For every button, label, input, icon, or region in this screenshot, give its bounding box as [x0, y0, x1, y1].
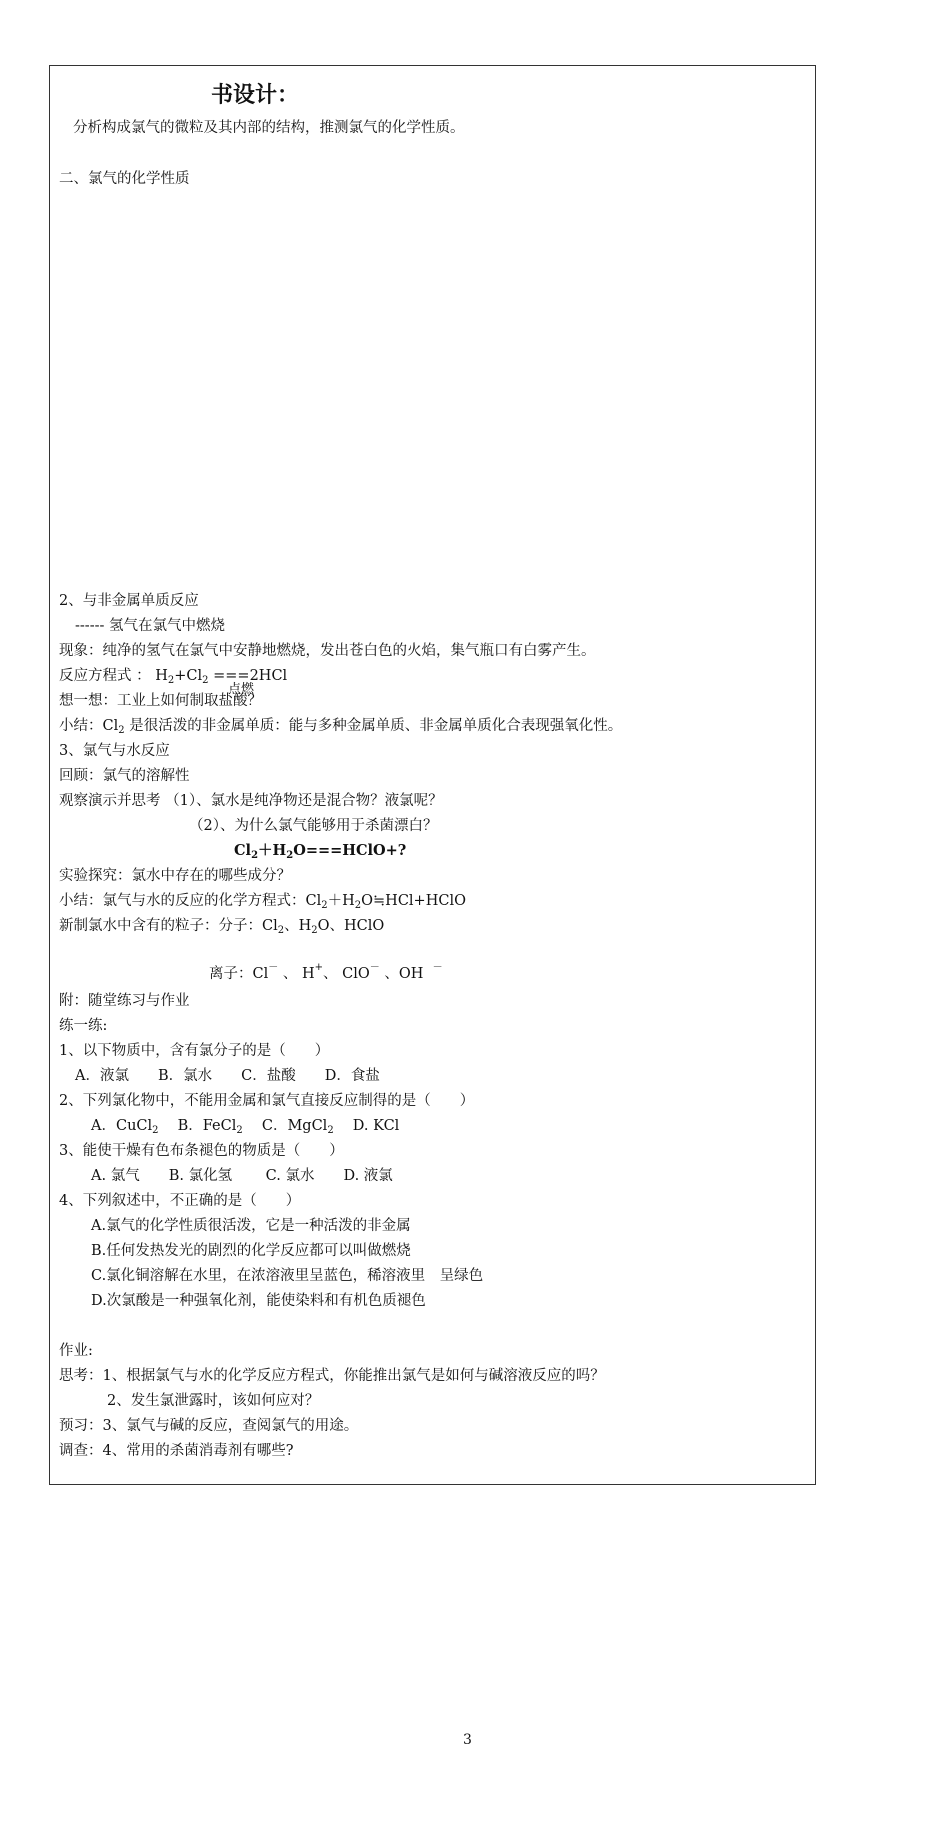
ions-text: 、 ClO — [323, 966, 370, 982]
ion-charge: － — [268, 962, 279, 973]
eq-subscript: 2 — [327, 1125, 334, 1136]
summary-text: 小结：Cl — [59, 718, 119, 734]
eq-subscript: 2 — [311, 925, 318, 936]
eq-term: Cl — [234, 842, 252, 859]
question-4-option-c: C.氯化铜溶解在水里，在浓溶液里呈蓝色，稀溶液里 呈绿色 — [91, 1268, 484, 1284]
particles-text: 、H — [284, 918, 312, 934]
eq-subscript: 2 — [277, 925, 285, 936]
s3-ions — [209, 959, 443, 983]
homework-item-4: 调查：4、常用的杀菌消毒剂有哪些? — [59, 1443, 294, 1459]
question-3-options: A. 氯气 B. 氯化氢 C. 氯水 D. 液氯 — [91, 1168, 393, 1184]
reaction-condition: 点燃 — [228, 682, 255, 697]
option-text: D. KCl — [333, 1118, 400, 1134]
eq-subscript: 2 — [251, 850, 259, 861]
eq-subscript: 2 — [354, 900, 362, 911]
particles-text: 新制氯水中含有的粒子：分子：Cl — [59, 918, 278, 934]
s3-question-2: （2）、为什么氯气能够用于杀菌漂白？ — [189, 818, 438, 834]
homework-item-3: 预习：3、氯气与碱的反应，查阅氯气的用途。 — [59, 1418, 359, 1434]
summary-text: 小结：氯气与水的反应的化学方程式：Cl — [59, 893, 322, 909]
s3-heading: 3、氯气与水反应 — [59, 743, 170, 759]
question-4-option-a: A.氯气的化学性质很活泼，它是一种活泼的非金属 — [91, 1218, 411, 1234]
s3-summary — [59, 892, 466, 915]
eq-term: H — [155, 668, 168, 684]
particles-text: O、HClO — [317, 918, 385, 934]
question-4-option-d: D.次氯酸是一种强氧化剂，能使染料和有机色质褪色 — [91, 1293, 426, 1309]
eq-subscript: 2 — [286, 850, 294, 861]
summary-text: 是很活泼的非金属单质：能与多种金属单质、非金属单质化合表现强氧化性。 — [124, 718, 623, 734]
eq-subscript: 2 — [321, 900, 328, 911]
summary-text: ＋H — [327, 893, 355, 909]
s3-explore: 实验探究：氯水中存在的哪些成分？ — [59, 868, 291, 884]
eq-subscript: 2 — [236, 1125, 243, 1136]
s3-review: 回顾：氯气的溶解性 — [59, 768, 190, 784]
s2-subheading: ------ 氢气在氯气中燃烧 — [75, 618, 226, 634]
question-2: 2、下列氯化物中，不能用金属和氯气直接反应制得的是（ ） — [59, 1093, 475, 1109]
option-text: A．CuCl — [91, 1118, 153, 1134]
s3-particles — [59, 917, 384, 940]
ion-charge: － — [369, 962, 380, 973]
eq-term: O===HClO+? — [293, 842, 407, 859]
section-heading: 二、氯气的化学性质 — [59, 171, 190, 187]
homework-item-2: 2、发生氯泄露时，该如何应对？ — [107, 1393, 320, 1409]
page-title: 书设计： — [211, 83, 300, 108]
ion-charge: + — [314, 962, 323, 973]
question-3: 3、能使干燥有色布条褪色的物质是（ ） — [59, 1143, 344, 1159]
eq-term: ＋H — [258, 842, 287, 859]
intro-text: 分析构成氯气的微粒及其内部的结构，推测氯气的化学性质。 — [73, 120, 465, 136]
summary-text: O≒HCl+HClO — [361, 893, 466, 909]
ion-charge: － — [432, 962, 443, 973]
s2-heading: 2、与非金属单质反应 — [59, 593, 199, 609]
question-2-options — [91, 1117, 399, 1140]
eq-term: +Cl — [174, 668, 203, 684]
s3-equation — [234, 842, 406, 865]
question-1: 1、以下物质中，含有氯分子的是（ ） — [59, 1043, 330, 1059]
equation-label: 反应方程式 ： — [59, 668, 151, 684]
page-number: 3 — [463, 1732, 472, 1748]
question-1-options: A．液氯 B．氯水 C．盐酸 D．食盐 — [75, 1068, 380, 1084]
s2-summary — [59, 717, 622, 740]
s2-phenomenon: 现象：纯净的氢气在氯气中安静地燃烧，发出苍白色的火焰，集气瓶口有白雾产生。 — [59, 643, 596, 659]
option-text: B．FeCl — [158, 1118, 237, 1134]
practice-heading: 练一练: — [59, 1018, 108, 1034]
eq-subscript: 2 — [152, 1125, 159, 1136]
appendix-heading: 附：随堂练习与作业 — [59, 993, 190, 1009]
ions-text: 离子：Cl — [209, 966, 269, 982]
eq-subscript: 2 — [202, 675, 209, 686]
eq-subscript: 2 — [167, 675, 175, 686]
eq-subscript: 2 — [118, 725, 125, 736]
s2-think: 想一想：工业上如何制取盐酸？ — [59, 693, 262, 709]
homework-heading: 作业: — [59, 1343, 93, 1359]
ions-text: 、 H — [278, 966, 315, 982]
option-text: C．MgCl — [242, 1118, 328, 1134]
s3-observe: 观察演示并思考 （1）、氯水是纯净物还是混合物？液氯呢？ — [59, 793, 443, 809]
question-4-option-b: B.任何发热发光的剧烈的化学反应都可以叫做燃烧 — [91, 1243, 411, 1259]
question-4: 4、下列叙述中，不正确的是（ ） — [59, 1193, 301, 1209]
ions-text: 、OH — [379, 966, 424, 982]
eq-term: ===2HCl — [208, 668, 288, 684]
homework-item-1: 思考：1、根据氯气与水的化学反应方程式，你能推出氯气是如何与碱溶液反应的吗？ — [59, 1368, 605, 1384]
